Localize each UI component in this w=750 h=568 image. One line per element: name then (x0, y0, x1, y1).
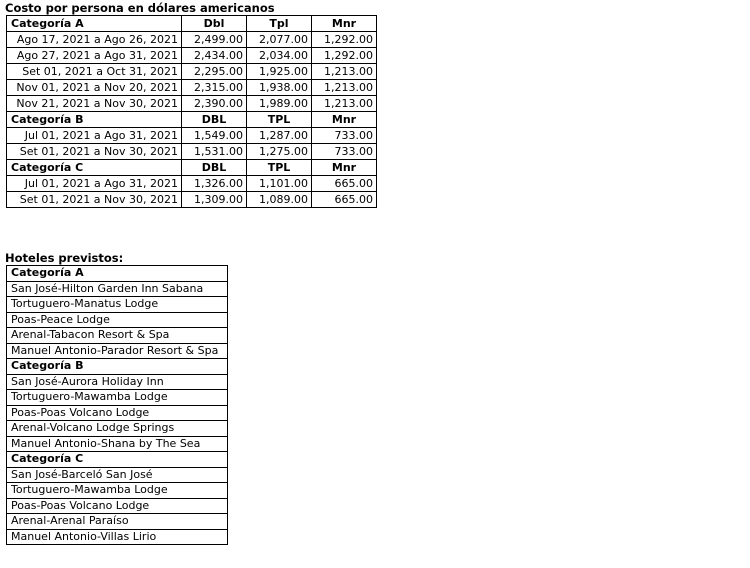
list-item (7, 281, 228, 297)
hotel-name: Manuel Antonio-Parador Resort & Spa (7, 343, 228, 359)
price-cell: 1,275.00 (247, 144, 312, 160)
price-cell: 2,077.00 (247, 32, 312, 48)
column-header-dbl: Dbl (182, 16, 247, 32)
table-header-row (7, 112, 377, 128)
hotel-name: Manuel Antonio-Shana by The Sea (7, 436, 228, 452)
column-header-dbl: DBL (182, 160, 247, 176)
hotels-title: Hoteles previstos: (5, 251, 124, 265)
price-cell: 1,101.00 (247, 176, 312, 192)
date-range-cell: Set 01, 2021 a Oct 31, 2021 (7, 64, 182, 80)
table-row (7, 144, 377, 160)
column-header-tpl: TPL (247, 160, 312, 176)
price-cell: 1,989.00 (247, 96, 312, 112)
price-cell: 1,213.00 (312, 80, 377, 96)
column-header-tpl: Tpl (247, 16, 312, 32)
list-item (7, 529, 228, 545)
category-header: Categoría C (7, 452, 228, 468)
table-row (7, 80, 377, 96)
hotel-name: Poas-Peace Lodge (7, 312, 228, 328)
price-cell: 1,531.00 (182, 144, 247, 160)
hotel-name: Arenal-Volcano Lodge Springs (7, 421, 228, 437)
table-row (7, 64, 377, 80)
category-header: Categoría A (7, 266, 228, 282)
table-row (7, 192, 377, 208)
column-header-mnr: Mnr (312, 16, 377, 32)
price-cell: 2,315.00 (182, 80, 247, 96)
category-header: Categoría A (7, 16, 182, 32)
category-header: Categoría B (7, 112, 182, 128)
pricing-table (6, 15, 377, 208)
price-cell: 1,287.00 (247, 128, 312, 144)
date-range-cell: Jul 01, 2021 a Ago 31, 2021 (7, 176, 182, 192)
hotel-name: Arenal-Arenal Paraíso (7, 514, 228, 530)
table-header-row (7, 16, 377, 32)
date-range-cell: Set 01, 2021 a Nov 30, 2021 (7, 144, 182, 160)
date-range-cell: Nov 01, 2021 a Nov 20, 2021 (7, 80, 182, 96)
table-row (7, 176, 377, 192)
hotel-name: Tortuguero-Mawamba Lodge (7, 483, 228, 499)
date-range-cell: Jul 01, 2021 a Ago 31, 2021 (7, 128, 182, 144)
list-item (7, 390, 228, 406)
table-row (7, 32, 377, 48)
hotel-name: Poas-Poas Volcano Lodge (7, 498, 228, 514)
price-cell: 733.00 (312, 128, 377, 144)
date-range-cell: Nov 21, 2021 a Nov 30, 2021 (7, 96, 182, 112)
price-cell: 1,213.00 (312, 96, 377, 112)
table-header-row (7, 160, 377, 176)
table-row (7, 48, 377, 64)
list-item (7, 498, 228, 514)
hotel-name: Manuel Antonio-Villas Lirio (7, 529, 228, 545)
column-header-mnr: Mnr (312, 112, 377, 128)
hotel-name: Tortuguero-Manatus Lodge (7, 297, 228, 313)
hotel-name: San José-Aurora Holiday Inn (7, 374, 228, 390)
list-item (7, 421, 228, 437)
hotel-name: Tortuguero-Mawamba Lodge (7, 390, 228, 406)
table-row (7, 96, 377, 112)
date-range-cell: Set 01, 2021 a Nov 30, 2021 (7, 192, 182, 208)
list-item (7, 436, 228, 452)
table-header-row (7, 452, 228, 468)
price-cell: 2,434.00 (182, 48, 247, 64)
price-cell: 665.00 (312, 192, 377, 208)
price-cell: 1,309.00 (182, 192, 247, 208)
list-item (7, 483, 228, 499)
category-header: Categoría C (7, 160, 182, 176)
price-cell: 1,326.00 (182, 176, 247, 192)
price-cell: 1,292.00 (312, 32, 377, 48)
list-item (7, 343, 228, 359)
price-cell: 1,292.00 (312, 48, 377, 64)
list-item (7, 312, 228, 328)
column-header-dbl: DBL (182, 112, 247, 128)
price-cell: 1,925.00 (247, 64, 312, 80)
hotel-name: Arenal-Tabacon Resort & Spa (7, 328, 228, 344)
column-header-tpl: TPL (247, 112, 312, 128)
price-cell: 733.00 (312, 144, 377, 160)
price-cell: 1,089.00 (247, 192, 312, 208)
price-cell: 2,499.00 (182, 32, 247, 48)
pricing-title: Costo por persona en dólares americanos (5, 1, 275, 15)
table-row (7, 128, 377, 144)
price-cell: 665.00 (312, 176, 377, 192)
price-cell: 1,213.00 (312, 64, 377, 80)
list-item (7, 467, 228, 483)
date-range-cell: Ago 17, 2021 a Ago 26, 2021 (7, 32, 182, 48)
list-item (7, 374, 228, 390)
hotel-name: Poas-Poas Volcano Lodge (7, 405, 228, 421)
hotel-name: San José-Hilton Garden Inn Sabana (7, 281, 228, 297)
price-cell: 2,295.00 (182, 64, 247, 80)
price-cell: 1,938.00 (247, 80, 312, 96)
column-header-mnr: Mnr (312, 160, 377, 176)
list-item (7, 328, 228, 344)
price-cell: 2,034.00 (247, 48, 312, 64)
list-item (7, 297, 228, 313)
list-item (7, 405, 228, 421)
table-header-row (7, 266, 228, 282)
price-cell: 2,390.00 (182, 96, 247, 112)
category-header: Categoría B (7, 359, 228, 375)
table-header-row (7, 359, 228, 375)
hotels-table (6, 265, 228, 545)
price-cell: 1,549.00 (182, 128, 247, 144)
list-item (7, 514, 228, 530)
hotel-name: San José-Barceló San José (7, 467, 228, 483)
date-range-cell: Ago 27, 2021 a Ago 31, 2021 (7, 48, 182, 64)
